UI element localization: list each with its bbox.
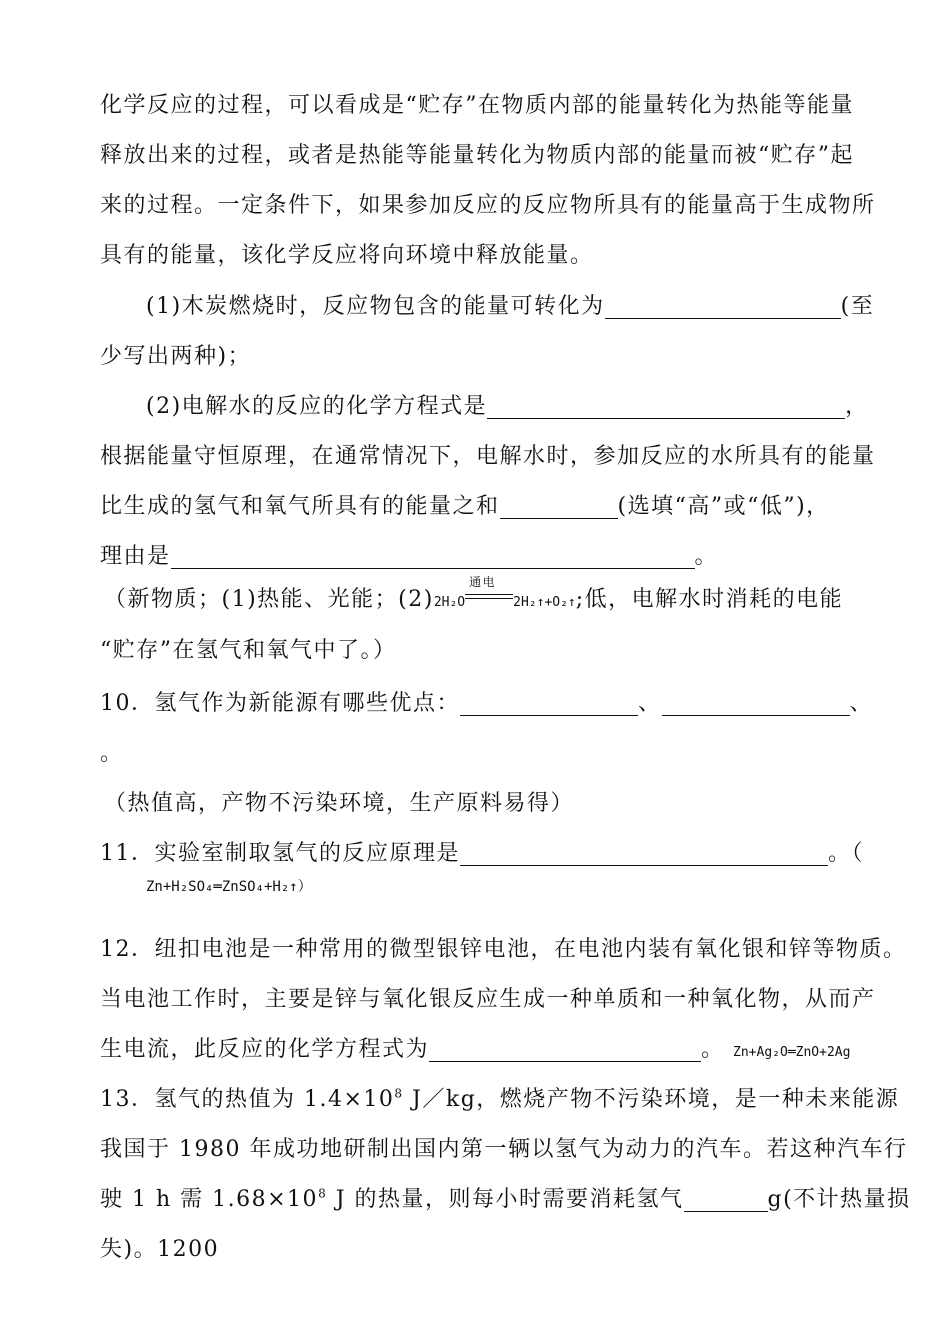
q11-blank[interactable] [460, 841, 828, 866]
intro-line-2: 释放出来的过程，或者是热能等能量转化为物质内部的能量而被“贮存”起 [100, 143, 854, 168]
q10-blank-1[interactable] [460, 691, 638, 716]
eq-condition-arrow [465, 575, 513, 604]
q10-text: 10．氢气作为新能源有哪些优点： [100, 691, 460, 716]
q9-part2-line3-tail: (选填“高”或“低”)， [617, 494, 830, 519]
q11-text: 11．实验室制取氢气的反应原理是 [100, 841, 460, 866]
q9-part2-blank[interactable] [487, 394, 845, 419]
q10-answer: （热值高，产物不污染环境，生产原料易得） [104, 791, 575, 816]
q13-line-1-a: 13．氢气的热值为 1.4×10 [100, 1087, 395, 1112]
q10-question [100, 686, 873, 717]
q9-part1-cont: 少写出两种)； [100, 344, 252, 369]
q13-line-1-b: J／kg，燃烧产物不污染环境，是一种未来能源 [403, 1087, 900, 1112]
q12-line-2: 当电池工作时，主要是锌与氧化银反应生成一种单质和一种氧化物，从而产 [100, 987, 876, 1012]
q9-reason-blank[interactable] [171, 544, 695, 569]
q9-part1-text: (1)木炭燃烧时，反应物包含的能量可转化为 [146, 294, 605, 319]
q9-reason-end: 。 [694, 544, 719, 569]
q10-sep-2: 、 [849, 691, 874, 716]
q13-line-3-a: 驶 1 h 需 1.68×10 [100, 1187, 319, 1212]
q9-compare-blank[interactable] [500, 494, 618, 519]
eq-bar-top [465, 594, 513, 595]
q13-exp-2: 8 [318, 1186, 328, 1201]
q12-line-3 [100, 1032, 850, 1063]
q9-part1 [146, 289, 874, 320]
q13-exp-1: 8 [394, 1086, 404, 1101]
q9-part1-tail: (至 [840, 294, 875, 319]
q11-tail: 。（ [828, 841, 865, 866]
intro-line-3: 来的过程。一定条件下，如果参加反应的反应物所具有的能量高于生成物所 [100, 193, 876, 218]
q10-blank-2[interactable] [662, 691, 850, 716]
eq-bar-bottom [465, 598, 513, 599]
q9-part1-blank[interactable] [605, 294, 841, 319]
q13-line-2: 我国于 1980 年成功地研制出国内第一辆以氢气为动力的汽车。若这种汽车行 [100, 1137, 908, 1162]
intro-line-4: 具有的能量，该化学反应将向环境中释放能量。 [100, 243, 594, 268]
q9-answer-cont: “贮存”在氢气和氧气中了。） [100, 638, 397, 663]
q12-answer: Zn+Ag₂O═ZnO+2Ag [733, 1045, 851, 1060]
q9-part2-line3-text: 比生成的氢气和氧气所具有的能量之和 [100, 494, 500, 519]
q13-line-3-c: g(不计热量损 [767, 1187, 911, 1212]
eq-right: 2H₂↑+O₂↑ [513, 595, 576, 610]
q12-line-3-text: 生电流，此反应的化学方程式为 [100, 1037, 430, 1062]
q10-sep-1: 、 [638, 691, 662, 716]
q12-line-1: 12．纽扣电池是一种常用的微型银锌电池，在电池内装有氧化银和锌等物质。 [100, 937, 907, 962]
q9-part2 [146, 389, 869, 420]
q13-blank[interactable] [684, 1187, 768, 1212]
q9-part2-line2: 根据能量守恒原理，在通常情况下，电解水时，参加反应的水所具有的能量 [100, 444, 876, 469]
q11-question [100, 836, 864, 867]
q9-part2-comma: ， [845, 394, 869, 419]
q9-reason-label: 理由是 [100, 544, 171, 569]
q13-line-3 [100, 1182, 911, 1213]
q13-line-4: 失)。1200 [100, 1237, 220, 1262]
eq-condition: 通电 [469, 575, 497, 589]
intro-line-1: 化学反应的过程，可以看成是“贮存”在物质内部的能量转化为热能等能量 [100, 93, 854, 118]
q11-answer: Zn+H₂SO₄═ZnSO₄+H₂↑） [146, 879, 312, 895]
q13-line-3-b: J 的热量，则每小时需要消耗氢气 [327, 1187, 684, 1212]
q13-line-1 [100, 1082, 899, 1113]
q9-part2-text: (2)电解水的反应的化学方程式是 [146, 394, 488, 419]
q9-answer-text: （新物质；(1)热能、光能；(2) [104, 587, 434, 612]
q10-end: 。 [100, 741, 124, 766]
q12-blank[interactable] [429, 1037, 701, 1062]
q9-answer [104, 575, 844, 613]
q9-reason [100, 539, 718, 570]
q9-answer-tail: ;低，电解水时消耗的电能 [575, 587, 844, 612]
q12-line-3-end: 。 [701, 1037, 725, 1062]
q9-part2-line3 [100, 489, 830, 520]
eq-left: 2H₂O [433, 595, 466, 610]
